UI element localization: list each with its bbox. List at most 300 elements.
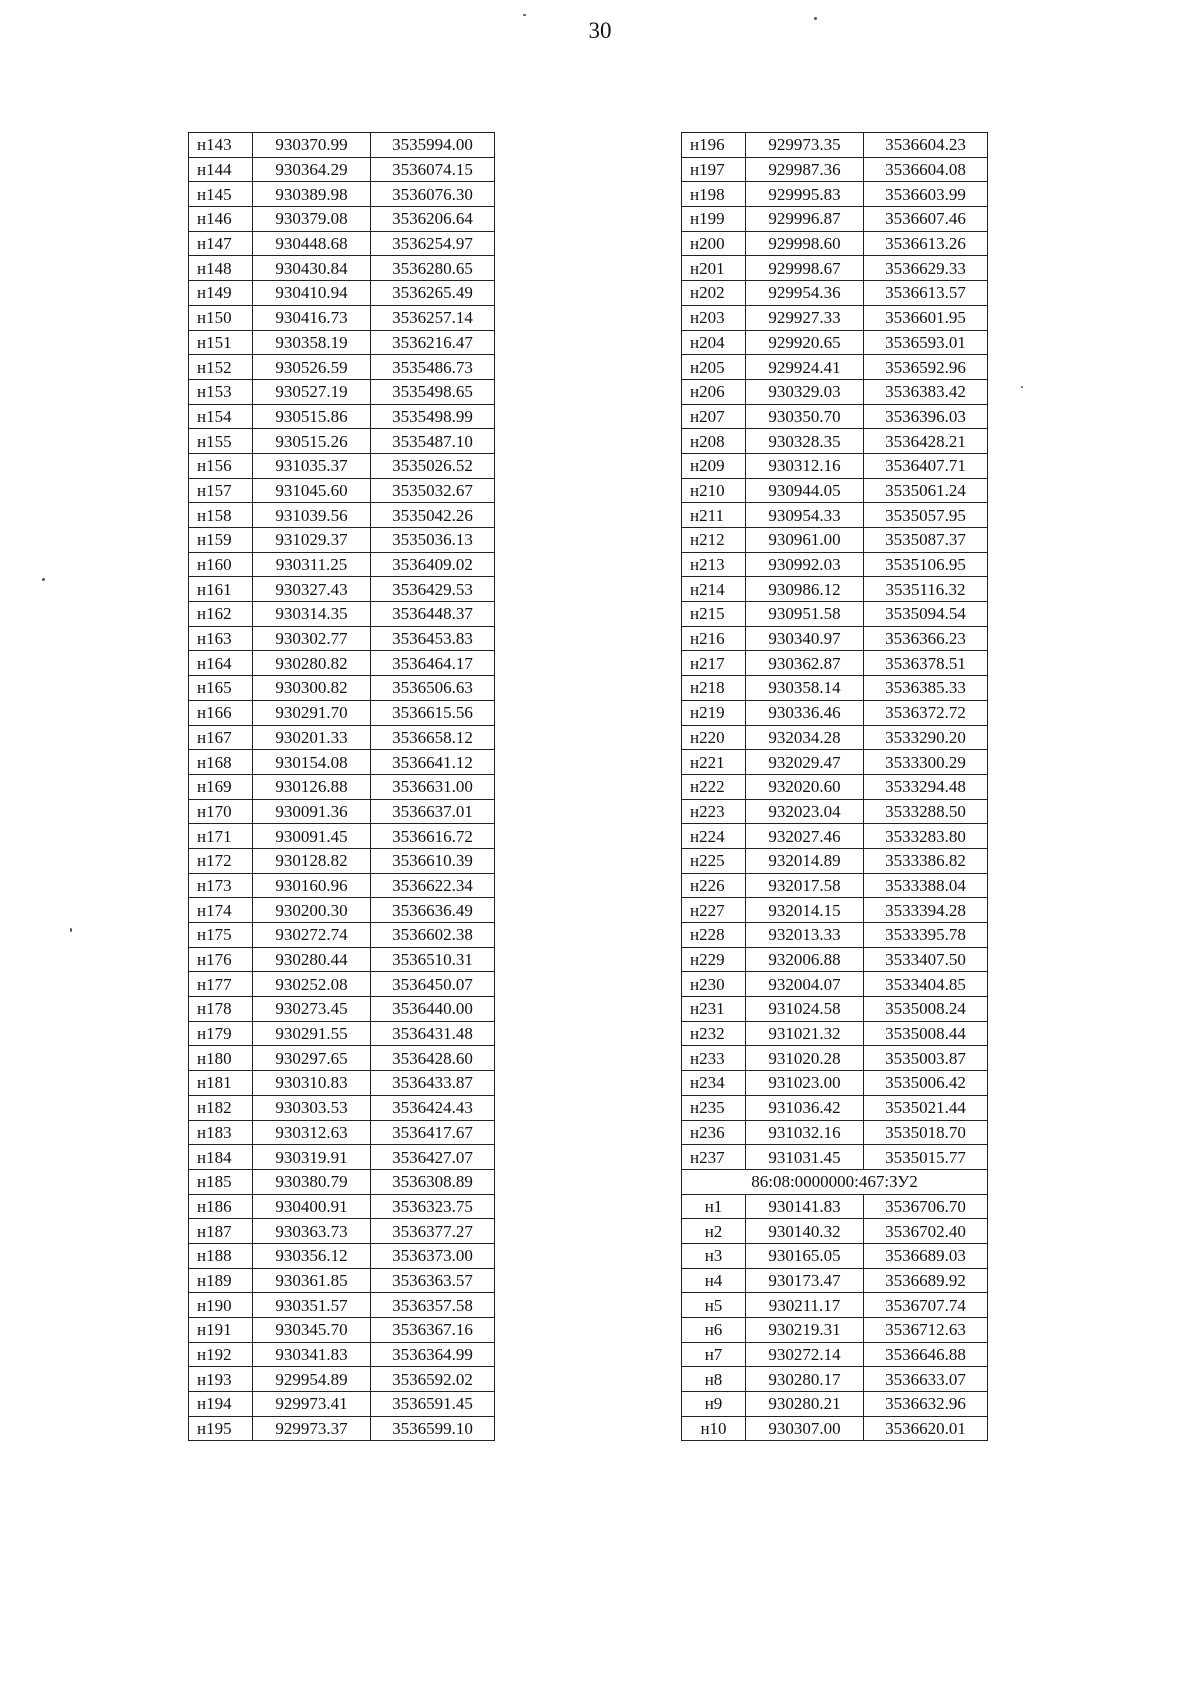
point-id-cell: н213 xyxy=(682,552,746,577)
table-row xyxy=(189,1293,495,1318)
y-coordinate-cell: 3533395.78 xyxy=(864,923,988,948)
y-coordinate-cell: 3536373.00 xyxy=(371,1243,495,1268)
point-id-cell: н179 xyxy=(189,1021,253,1046)
table-row xyxy=(682,997,988,1022)
y-coordinate-cell: 3536323.75 xyxy=(371,1194,495,1219)
table-row xyxy=(682,848,988,873)
point-id-cell: н160 xyxy=(189,552,253,577)
point-id-cell: н194 xyxy=(189,1392,253,1417)
x-coordinate-cell: 930297.65 xyxy=(253,1046,371,1071)
table-row xyxy=(682,1243,988,1268)
table-row xyxy=(682,676,988,701)
y-coordinate-cell: 3536385.33 xyxy=(864,676,988,701)
point-id-cell: н235 xyxy=(682,1095,746,1120)
y-coordinate-cell: 3536428.21 xyxy=(864,429,988,454)
y-coordinate-cell: 3536378.51 xyxy=(864,651,988,676)
y-coordinate-cell: 3536622.34 xyxy=(371,873,495,898)
table-row xyxy=(682,898,988,923)
point-id-cell: н158 xyxy=(189,503,253,528)
table-row xyxy=(189,281,495,306)
x-coordinate-cell: 929973.35 xyxy=(746,133,864,158)
y-coordinate-cell: 3535018.70 xyxy=(864,1120,988,1145)
y-coordinate-cell: 3533300.29 xyxy=(864,750,988,775)
point-id-cell: н191 xyxy=(189,1318,253,1343)
x-coordinate-cell: 930128.82 xyxy=(253,848,371,873)
y-coordinate-cell: 3536689.92 xyxy=(864,1268,988,1293)
y-coordinate-cell: 3536440.00 xyxy=(371,997,495,1022)
x-coordinate-cell: 930356.12 xyxy=(253,1243,371,1268)
point-id-cell: н171 xyxy=(189,824,253,849)
point-id-cell: н156 xyxy=(189,453,253,478)
point-id-cell: н1 xyxy=(682,1194,746,1219)
point-id-cell: н223 xyxy=(682,799,746,824)
point-id-cell: н205 xyxy=(682,355,746,380)
table-row xyxy=(682,1367,988,1392)
y-coordinate-cell: 3533388.04 xyxy=(864,873,988,898)
section-header-row xyxy=(682,1169,988,1194)
table-row xyxy=(189,1021,495,1046)
y-coordinate-cell: 3536308.89 xyxy=(371,1169,495,1194)
table-row xyxy=(189,207,495,232)
point-id-cell: н202 xyxy=(682,281,746,306)
point-id-cell: н204 xyxy=(682,330,746,355)
table-row xyxy=(682,1071,988,1096)
table-row xyxy=(189,1416,495,1441)
table-row xyxy=(682,1268,988,1293)
point-id-cell: н164 xyxy=(189,651,253,676)
y-coordinate-cell: 3536631.00 xyxy=(371,774,495,799)
point-id-cell: н161 xyxy=(189,577,253,602)
table-row xyxy=(189,923,495,948)
table-row xyxy=(189,256,495,281)
x-coordinate-cell: 930291.70 xyxy=(253,700,371,725)
point-id-cell: н185 xyxy=(189,1169,253,1194)
y-coordinate-cell: 3536367.16 xyxy=(371,1318,495,1343)
table-row xyxy=(189,774,495,799)
point-id-cell: н148 xyxy=(189,256,253,281)
x-coordinate-cell: 930327.43 xyxy=(253,577,371,602)
point-id-cell: н157 xyxy=(189,478,253,503)
x-coordinate-cell: 930300.82 xyxy=(253,676,371,701)
x-coordinate-cell: 930527.19 xyxy=(253,379,371,404)
table-row xyxy=(189,1268,495,1293)
y-coordinate-cell: 3536453.83 xyxy=(371,626,495,651)
point-id-cell: н151 xyxy=(189,330,253,355)
x-coordinate-cell: 930410.94 xyxy=(253,281,371,306)
x-coordinate-cell: 930219.31 xyxy=(746,1318,864,1343)
point-id-cell: н150 xyxy=(189,305,253,330)
table-row xyxy=(682,972,988,997)
x-coordinate-cell: 930345.70 xyxy=(253,1318,371,1343)
table-row xyxy=(682,453,988,478)
x-coordinate-cell: 930358.19 xyxy=(253,330,371,355)
y-coordinate-cell: 3536257.14 xyxy=(371,305,495,330)
point-id-cell: н209 xyxy=(682,453,746,478)
x-coordinate-cell: 930944.05 xyxy=(746,478,864,503)
point-id-cell: н177 xyxy=(189,972,253,997)
table-row xyxy=(189,157,495,182)
table-row xyxy=(682,330,988,355)
y-coordinate-cell: 3536707.74 xyxy=(864,1293,988,1318)
table-row xyxy=(189,1169,495,1194)
table-row xyxy=(682,429,988,454)
y-coordinate-cell: 3536280.65 xyxy=(371,256,495,281)
y-coordinate-cell: 3535015.77 xyxy=(864,1145,988,1170)
point-id-cell: н201 xyxy=(682,256,746,281)
x-coordinate-cell: 932013.33 xyxy=(746,923,864,948)
y-coordinate-cell: 3536372.72 xyxy=(864,700,988,725)
y-coordinate-cell: 3535498.99 xyxy=(371,404,495,429)
table-row xyxy=(682,281,988,306)
y-coordinate-cell: 3536604.08 xyxy=(864,157,988,182)
scan-speck xyxy=(42,578,45,581)
point-id-cell: н178 xyxy=(189,997,253,1022)
y-coordinate-cell: 3536357.58 xyxy=(371,1293,495,1318)
x-coordinate-cell: 930364.29 xyxy=(253,157,371,182)
x-coordinate-cell: 932014.89 xyxy=(746,848,864,873)
point-id-cell: н172 xyxy=(189,848,253,873)
point-id-cell: н170 xyxy=(189,799,253,824)
y-coordinate-cell: 3536610.39 xyxy=(371,848,495,873)
table-row xyxy=(682,1046,988,1071)
table-row xyxy=(682,923,988,948)
y-coordinate-cell: 3536603.99 xyxy=(864,182,988,207)
y-coordinate-cell: 3536613.26 xyxy=(864,231,988,256)
y-coordinate-cell: 3536702.40 xyxy=(864,1219,988,1244)
x-coordinate-cell: 930430.84 xyxy=(253,256,371,281)
table-row xyxy=(189,503,495,528)
table-row xyxy=(682,1392,988,1417)
x-coordinate-cell: 929924.41 xyxy=(746,355,864,380)
table-row xyxy=(682,602,988,627)
point-id-cell: н221 xyxy=(682,750,746,775)
x-coordinate-cell: 932004.07 xyxy=(746,972,864,997)
table-row xyxy=(682,231,988,256)
table-row xyxy=(682,774,988,799)
table-row xyxy=(189,1219,495,1244)
x-coordinate-cell: 930200.30 xyxy=(253,898,371,923)
y-coordinate-cell: 3536424.43 xyxy=(371,1095,495,1120)
y-coordinate-cell: 3535036.13 xyxy=(371,528,495,553)
y-coordinate-cell: 3536396.03 xyxy=(864,404,988,429)
x-coordinate-cell: 930272.74 xyxy=(253,923,371,948)
table-row xyxy=(189,1392,495,1417)
point-id-cell: н211 xyxy=(682,503,746,528)
table-row xyxy=(189,528,495,553)
y-coordinate-cell: 3536633.07 xyxy=(864,1367,988,1392)
point-id-cell: н225 xyxy=(682,848,746,873)
table-row xyxy=(682,256,988,281)
x-coordinate-cell: 930370.99 xyxy=(253,133,371,158)
table-row xyxy=(189,1243,495,1268)
point-id-cell: н168 xyxy=(189,750,253,775)
x-coordinate-cell: 929973.37 xyxy=(253,1416,371,1441)
table-row xyxy=(189,1194,495,1219)
table-row xyxy=(189,182,495,207)
scan-speck xyxy=(814,17,817,20)
x-coordinate-cell: 930961.00 xyxy=(746,528,864,553)
point-id-cell: н145 xyxy=(189,182,253,207)
table-row xyxy=(189,626,495,651)
table-row xyxy=(189,1120,495,1145)
table-row xyxy=(189,1095,495,1120)
x-coordinate-cell: 930329.03 xyxy=(746,379,864,404)
point-id-cell: н149 xyxy=(189,281,253,306)
x-coordinate-cell: 929987.36 xyxy=(746,157,864,182)
table-row xyxy=(682,799,988,824)
x-coordinate-cell: 932027.46 xyxy=(746,824,864,849)
y-coordinate-cell: 3536428.60 xyxy=(371,1046,495,1071)
x-coordinate-cell: 929973.41 xyxy=(253,1392,371,1417)
x-coordinate-cell: 931020.28 xyxy=(746,1046,864,1071)
point-id-cell: н220 xyxy=(682,725,746,750)
table-row xyxy=(682,947,988,972)
table-row xyxy=(682,379,988,404)
x-coordinate-cell: 930272.14 xyxy=(746,1342,864,1367)
x-coordinate-cell: 930515.86 xyxy=(253,404,371,429)
y-coordinate-cell: 3536464.17 xyxy=(371,651,495,676)
table-row xyxy=(189,947,495,972)
point-id-cell: н230 xyxy=(682,972,746,997)
point-id-cell: н162 xyxy=(189,602,253,627)
table-row xyxy=(189,305,495,330)
x-coordinate-cell: 930448.68 xyxy=(253,231,371,256)
x-coordinate-cell: 930380.79 xyxy=(253,1169,371,1194)
point-id-cell: н224 xyxy=(682,824,746,849)
y-coordinate-cell: 3533386.82 xyxy=(864,848,988,873)
x-coordinate-cell: 931024.58 xyxy=(746,997,864,1022)
point-id-cell: н226 xyxy=(682,873,746,898)
x-coordinate-cell: 931032.16 xyxy=(746,1120,864,1145)
table-row xyxy=(189,1046,495,1071)
point-id-cell: н198 xyxy=(682,182,746,207)
x-coordinate-cell: 930165.05 xyxy=(746,1243,864,1268)
y-coordinate-cell: 3536629.33 xyxy=(864,256,988,281)
x-coordinate-cell: 930951.58 xyxy=(746,602,864,627)
y-coordinate-cell: 3536592.96 xyxy=(864,355,988,380)
x-coordinate-cell: 931035.37 xyxy=(253,453,371,478)
point-id-cell: н192 xyxy=(189,1342,253,1367)
y-coordinate-cell: 3536363.57 xyxy=(371,1268,495,1293)
point-id-cell: н216 xyxy=(682,626,746,651)
y-coordinate-cell: 3536427.07 xyxy=(371,1145,495,1170)
x-coordinate-cell: 930312.16 xyxy=(746,453,864,478)
point-id-cell: н153 xyxy=(189,379,253,404)
point-id-cell: н210 xyxy=(682,478,746,503)
table-row xyxy=(189,379,495,404)
x-coordinate-cell: 930126.88 xyxy=(253,774,371,799)
table-row xyxy=(189,651,495,676)
y-coordinate-cell: 3536636.49 xyxy=(371,898,495,923)
x-coordinate-cell: 930361.85 xyxy=(253,1268,371,1293)
table-row xyxy=(682,355,988,380)
point-id-cell: н189 xyxy=(189,1268,253,1293)
x-coordinate-cell: 931036.42 xyxy=(746,1095,864,1120)
point-id-cell: н4 xyxy=(682,1268,746,1293)
point-id-cell: н146 xyxy=(189,207,253,232)
table-row xyxy=(189,231,495,256)
table-row xyxy=(682,1120,988,1145)
point-id-cell: н7 xyxy=(682,1342,746,1367)
x-coordinate-cell: 932020.60 xyxy=(746,774,864,799)
y-coordinate-cell: 3536607.46 xyxy=(864,207,988,232)
y-coordinate-cell: 3536604.23 xyxy=(864,133,988,158)
table-row xyxy=(682,1219,988,1244)
point-id-cell: н10 xyxy=(682,1416,746,1441)
x-coordinate-cell: 930280.21 xyxy=(746,1392,864,1417)
point-id-cell: н215 xyxy=(682,602,746,627)
table-row xyxy=(189,848,495,873)
table-row xyxy=(682,1342,988,1367)
x-coordinate-cell: 930252.08 xyxy=(253,972,371,997)
point-id-cell: н197 xyxy=(682,157,746,182)
y-coordinate-cell: 3536206.64 xyxy=(371,207,495,232)
y-coordinate-cell: 3533394.28 xyxy=(864,898,988,923)
scan-speck xyxy=(70,928,72,932)
point-id-cell: н188 xyxy=(189,1243,253,1268)
point-id-cell: н217 xyxy=(682,651,746,676)
y-coordinate-cell: 3535487.10 xyxy=(371,429,495,454)
y-coordinate-cell: 3533407.50 xyxy=(864,947,988,972)
table-row xyxy=(682,824,988,849)
y-coordinate-cell: 3535106.95 xyxy=(864,552,988,577)
y-coordinate-cell: 3536407.71 xyxy=(864,453,988,478)
x-coordinate-cell: 929927.33 xyxy=(746,305,864,330)
x-coordinate-cell: 930291.55 xyxy=(253,1021,371,1046)
point-id-cell: н187 xyxy=(189,1219,253,1244)
x-coordinate-cell: 929995.83 xyxy=(746,182,864,207)
y-coordinate-cell: 3535026.52 xyxy=(371,453,495,478)
scan-speck xyxy=(1021,386,1023,388)
point-id-cell: н147 xyxy=(189,231,253,256)
point-id-cell: н154 xyxy=(189,404,253,429)
table-row xyxy=(189,1145,495,1170)
y-coordinate-cell: 3536431.48 xyxy=(371,1021,495,1046)
point-id-cell: н193 xyxy=(189,1367,253,1392)
table-row xyxy=(189,799,495,824)
y-coordinate-cell: 3536074.15 xyxy=(371,157,495,182)
table-row xyxy=(189,330,495,355)
y-coordinate-cell: 3533404.85 xyxy=(864,972,988,997)
table-row xyxy=(189,1367,495,1392)
y-coordinate-cell: 3536689.03 xyxy=(864,1243,988,1268)
x-coordinate-cell: 930211.17 xyxy=(746,1293,864,1318)
point-id-cell: н212 xyxy=(682,528,746,553)
table-row xyxy=(682,157,988,182)
table-row xyxy=(682,133,988,158)
x-coordinate-cell: 930303.53 xyxy=(253,1095,371,1120)
point-id-cell: н196 xyxy=(682,133,746,158)
table-row xyxy=(682,1194,988,1219)
table-row xyxy=(189,972,495,997)
table-row xyxy=(189,429,495,454)
y-coordinate-cell: 3536265.49 xyxy=(371,281,495,306)
table-row xyxy=(189,676,495,701)
y-coordinate-cell: 3533290.20 xyxy=(864,725,988,750)
y-coordinate-cell: 3536646.88 xyxy=(864,1342,988,1367)
table-row xyxy=(682,404,988,429)
x-coordinate-cell: 932017.58 xyxy=(746,873,864,898)
table-row xyxy=(682,700,988,725)
table-row xyxy=(189,355,495,380)
table-row xyxy=(682,725,988,750)
table-row xyxy=(189,478,495,503)
table-row xyxy=(189,1342,495,1367)
y-coordinate-cell: 3536366.23 xyxy=(864,626,988,651)
y-coordinate-cell: 3536433.87 xyxy=(371,1071,495,1096)
x-coordinate-cell: 930515.26 xyxy=(253,429,371,454)
y-coordinate-cell: 3536712.63 xyxy=(864,1318,988,1343)
y-coordinate-cell: 3535498.65 xyxy=(371,379,495,404)
x-coordinate-cell: 929998.67 xyxy=(746,256,864,281)
table-row xyxy=(682,873,988,898)
point-id-cell: н6 xyxy=(682,1318,746,1343)
x-coordinate-cell: 930379.08 xyxy=(253,207,371,232)
table-row xyxy=(189,1318,495,1343)
x-coordinate-cell: 931023.00 xyxy=(746,1071,864,1096)
y-coordinate-cell: 3536592.02 xyxy=(371,1367,495,1392)
table-row xyxy=(682,503,988,528)
y-coordinate-cell: 3536613.57 xyxy=(864,281,988,306)
point-id-cell: н227 xyxy=(682,898,746,923)
x-coordinate-cell: 930312.63 xyxy=(253,1120,371,1145)
y-coordinate-cell: 3535032.67 xyxy=(371,478,495,503)
point-id-cell: н159 xyxy=(189,528,253,553)
x-coordinate-cell: 931021.32 xyxy=(746,1021,864,1046)
table-row xyxy=(189,552,495,577)
point-id-cell: н208 xyxy=(682,429,746,454)
point-id-cell: н199 xyxy=(682,207,746,232)
y-coordinate-cell: 3536254.97 xyxy=(371,231,495,256)
x-coordinate-cell: 930363.73 xyxy=(253,1219,371,1244)
x-coordinate-cell: 930091.36 xyxy=(253,799,371,824)
x-coordinate-cell: 930280.82 xyxy=(253,651,371,676)
y-coordinate-cell: 3535094.54 xyxy=(864,602,988,627)
table-row xyxy=(189,1071,495,1096)
scan-speck xyxy=(523,14,526,16)
table-row xyxy=(682,207,988,232)
x-coordinate-cell: 932034.28 xyxy=(746,725,864,750)
table-row xyxy=(189,873,495,898)
point-id-cell: н181 xyxy=(189,1071,253,1096)
x-coordinate-cell: 930358.14 xyxy=(746,676,864,701)
x-coordinate-cell: 930362.87 xyxy=(746,651,864,676)
point-id-cell: н173 xyxy=(189,873,253,898)
point-id-cell: н234 xyxy=(682,1071,746,1096)
x-coordinate-cell: 930336.46 xyxy=(746,700,864,725)
table-row xyxy=(189,133,495,158)
y-coordinate-cell: 3536599.10 xyxy=(371,1416,495,1441)
table-row xyxy=(682,1145,988,1170)
table-row xyxy=(682,1416,988,1441)
y-coordinate-cell: 3536637.01 xyxy=(371,799,495,824)
x-coordinate-cell: 931039.56 xyxy=(253,503,371,528)
y-coordinate-cell: 3535061.24 xyxy=(864,478,988,503)
table-row xyxy=(682,750,988,775)
x-coordinate-cell: 930350.70 xyxy=(746,404,864,429)
y-coordinate-cell: 3535008.44 xyxy=(864,1021,988,1046)
y-coordinate-cell: 3536383.42 xyxy=(864,379,988,404)
table-row xyxy=(682,478,988,503)
x-coordinate-cell: 930992.03 xyxy=(746,552,864,577)
point-id-cell: н180 xyxy=(189,1046,253,1071)
table-row xyxy=(682,626,988,651)
x-coordinate-cell: 930173.47 xyxy=(746,1268,864,1293)
x-coordinate-cell: 930280.44 xyxy=(253,947,371,972)
point-id-cell: н236 xyxy=(682,1120,746,1145)
table-row xyxy=(189,404,495,429)
y-coordinate-cell: 3536620.01 xyxy=(864,1416,988,1441)
